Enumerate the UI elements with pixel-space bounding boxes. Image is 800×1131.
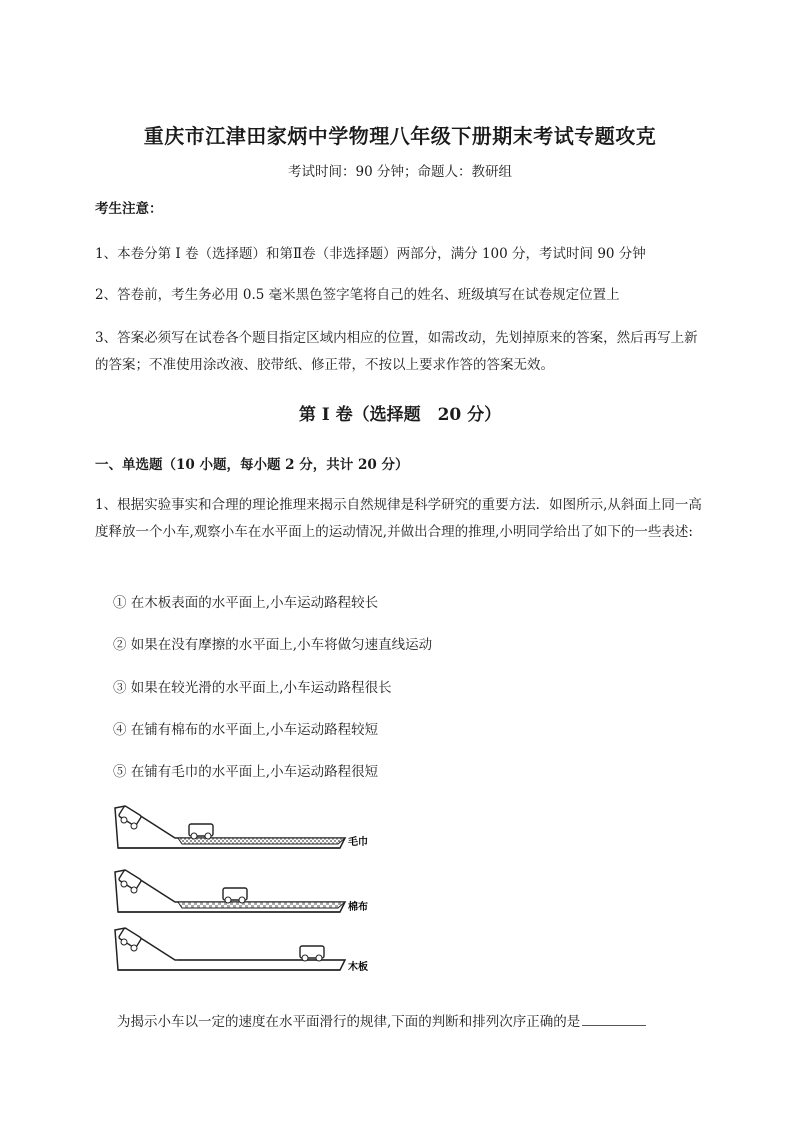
question-prompt-text: 为揭示小车以一定的速度在水平面滑行的规律,下面的判断和排列次序正确的是 [117, 1014, 581, 1030]
notice-item-2: 2、答卷前，考生务必用 0.5 毫米黑色签字笔将自己的姓名、班级填写在试卷规定位置上 [95, 287, 620, 303]
answer-blank[interactable] [582, 1011, 646, 1026]
statement-5: ⑤ 在铺有毛巾的水平面上,小车运动路程很短 [113, 764, 379, 780]
exam-info: 考试时间：90 分钟；命题人：教研组 [288, 164, 512, 180]
part-heading: 一、单选题（10 小题，每小题 2 分，共计 20 分） [95, 457, 409, 473]
page-title: 重庆市江津田家炳中学物理八年级下册期末考试专题攻克 [143, 124, 657, 148]
notice-item-1: 1、本卷分第 I 卷（选择题）和第Ⅱ卷（非选择题）两部分，满分 100 分，考试时间 90 分钟 [95, 246, 646, 262]
cart-icon [189, 824, 213, 839]
statement-4: ④ 在铺有棉布的水平面上,小车运动路程较短 [113, 722, 379, 738]
figure-label-towel: 毛巾 [348, 837, 368, 848]
statement-1: ① 在木板表面的水平面上,小车运动路程较长 [113, 595, 379, 611]
statement-2: ② 如果在没有摩擦的水平面上,小车将做匀速直线运动 [113, 637, 433, 653]
notice-heading: 考生注意： [95, 201, 163, 217]
cart-icon [223, 888, 247, 903]
section-title: 第 I 卷（选择题 20 分） [298, 405, 502, 425]
question-prompt [117, 1010, 646, 1030]
ramp-wood [115, 928, 368, 973]
figure-label-cloth: 棉布 [348, 902, 368, 913]
question-stem: 1、根据实验事实和合理的理论推理来揭示自然规律是科学研究的重要方法．如图所示,从斜面上同一高度释放一个小车,观察小车在水平面上的运动情况,并做出合理的推理,小明同学给出了如下的一些表述: [95, 497, 702, 540]
figure-label-wood: 木板 [348, 962, 368, 973]
ramp-cloth [115, 870, 368, 913]
notice-item-3: 3、答案必须写在试卷各个题目指定区域内相应的位置，如需改动，先划掉原来的答案，然后再写上新的答案；不准使用涂改液、胶带纸、修正带，不按以上要求作答的答案无效。 [95, 330, 698, 373]
ramp-towel [115, 806, 368, 848]
cart-icon [300, 946, 324, 961]
statement-3: ③ 如果在较光滑的水平面上,小车运动路程很长 [113, 680, 392, 696]
ramp-experiment-figure [110, 800, 410, 985]
